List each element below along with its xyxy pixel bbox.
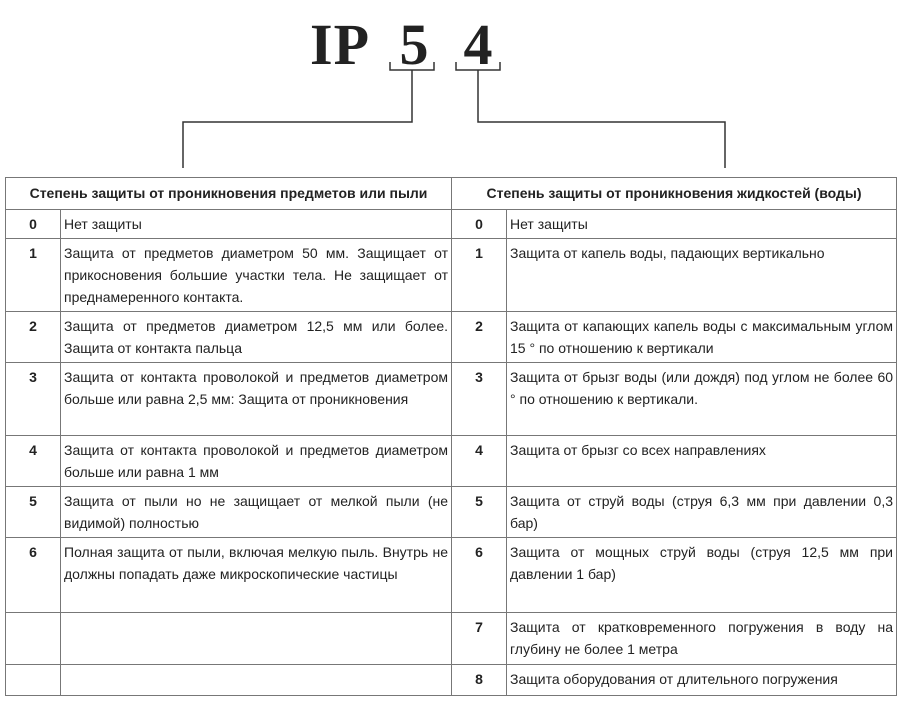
table-row: [6, 613, 897, 665]
liquid-level-description: Защита от капающих капель воды с максимальным углом 15 ° по отношению к вертикали: [507, 312, 897, 363]
liquid-level-description: Защита от кратковременного погружения в воду на глубину не более 1 метра: [507, 613, 897, 665]
table-row: [6, 487, 897, 538]
ip-rating-table: [5, 177, 897, 696]
liquid-level-description: Защита от капель воды, падающих вертикально: [507, 239, 897, 312]
solid-level-number: 4: [6, 436, 61, 487]
ip-prefix: IP: [310, 12, 370, 77]
solid-level-number: 3: [6, 363, 61, 436]
table-row: [6, 363, 897, 436]
solid-level-number: [6, 665, 61, 696]
liquid-level-number: 0: [452, 210, 507, 239]
table-row: [6, 239, 897, 312]
table-row: [6, 436, 897, 487]
liquid-level-number: 1: [452, 239, 507, 312]
solid-level-number: 6: [6, 538, 61, 613]
solid-level-description: Защита от контакта проволокой и предметов диаметром больше или равна 2,5 мм: Защита от проникновения: [61, 363, 452, 436]
liquid-level-description: Защита от брызг со всех направлениях: [507, 436, 897, 487]
liquid-level-number: 4: [452, 436, 507, 487]
solid-level-description: Нет защиты: [61, 210, 452, 239]
liquid-level-description: Защита от струй воды (струя 6,3 мм при давлении 0,3 бар): [507, 487, 897, 538]
solid-level-number: [6, 613, 61, 665]
solid-level-number: 2: [6, 312, 61, 363]
liquid-level-description: Нет защиты: [507, 210, 897, 239]
solid-level-description: [61, 665, 452, 696]
liquid-level-number: 5: [452, 487, 507, 538]
liquid-level-description: Защита оборудования от длительного погружения: [507, 665, 897, 696]
liquid-level-number: 3: [452, 363, 507, 436]
header-liquids: Степень защиты от проникновения жидкостей (воды): [452, 178, 897, 210]
connector-liquids: [478, 70, 725, 168]
bracket-liquids: [456, 62, 500, 70]
liquid-level-description: Защита от брызг воды (или дождя) под углом не более 60 ° по отношению к вертикали.: [507, 363, 897, 436]
table-row: [6, 538, 897, 613]
table-header-row: [6, 178, 897, 210]
header-solids: Степень защиты от проникновения предметов или пыли: [6, 178, 452, 210]
table-row: [6, 665, 897, 696]
solid-level-description: [61, 613, 452, 665]
solid-level-description: Полная защита от пыли, включая мелкую пыль. Внутрь не должны попадать даже микроскопические частицы: [61, 538, 452, 613]
table-row: [6, 210, 897, 239]
ip-digit-liquids: 4: [463, 12, 493, 77]
solid-level-description: Защита от контакта проволокой и предметов диаметром больше или равна 1 мм: [61, 436, 452, 487]
liquid-level-number: 7: [452, 613, 507, 665]
liquid-level-number: 8: [452, 665, 507, 696]
connector-solids: [183, 70, 412, 168]
solid-level-number: 0: [6, 210, 61, 239]
connector-lines: [0, 0, 900, 180]
liquid-level-description: Защита от мощных струй воды (струя 12,5 мм при давлении 1 бар): [507, 538, 897, 613]
solid-level-number: 5: [6, 487, 61, 538]
liquid-level-number: 2: [452, 312, 507, 363]
solid-level-description: Защита от предметов диаметром 50 мм. Защищает от прикосновения большие участки тела. Не защищает от преднамеренного контакта.: [61, 239, 452, 312]
ip-digit-solids: 5: [399, 12, 429, 77]
solid-level-number: 1: [6, 239, 61, 312]
solid-level-description: Защита от пыли но не защищает от мелкой пыли (не видимой) полностью: [61, 487, 452, 538]
table-row: [6, 312, 897, 363]
bracket-solids: [390, 62, 434, 70]
solid-level-description: Защита от предметов диаметром 12,5 мм или более. Защита от контакта пальца: [61, 312, 452, 363]
liquid-level-number: 6: [452, 538, 507, 613]
